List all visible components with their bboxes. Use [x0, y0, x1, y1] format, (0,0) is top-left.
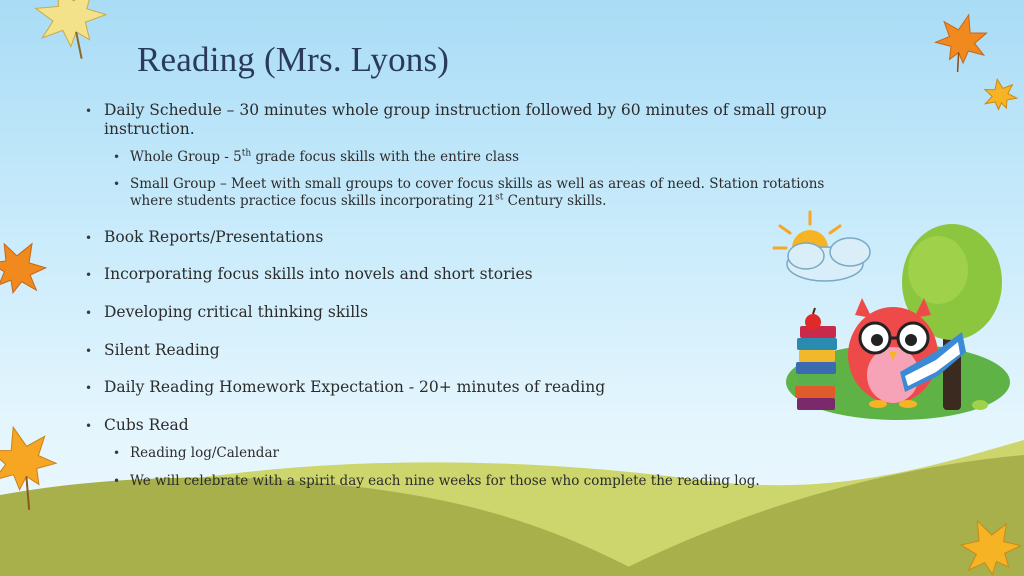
- bullet-marker: •: [85, 344, 93, 358]
- sub-list-item: We will celebrate with a spirit day each nine weeks for those who complete the reading log.: [130, 473, 760, 489]
- sub-list-item: Reading log/Calendar: [130, 445, 279, 461]
- bullet-marker: •: [85, 381, 93, 395]
- list-item: Daily Reading Homework Expectation - 20+ minutes of reading: [104, 378, 606, 396]
- sub-item-text: Century skills.: [503, 193, 607, 209]
- sub-bullet-marker: •: [113, 446, 121, 460]
- list-item: Developing critical thinking skills: [104, 303, 369, 321]
- sub-item-text: Whole Group - 5: [130, 149, 242, 165]
- list-item-continuation: instruction.: [104, 120, 195, 138]
- list-item: Book Reports/Presentations: [104, 228, 324, 246]
- bullet-marker: •: [85, 419, 93, 433]
- list-item: Silent Reading: [104, 341, 220, 359]
- list-item: Incorporating focus skills into novels and short stories: [104, 265, 533, 283]
- sub-item-text: grade focus skills with the entire class: [251, 149, 520, 165]
- list-item: Daily Schedule – 30 minutes whole group instruction followed by 60 minutes of small group: [104, 101, 827, 119]
- sub-list-item: [130, 149, 519, 165]
- bullet-marker: •: [85, 231, 93, 245]
- bullet-marker: •: [85, 306, 93, 320]
- page-title: Reading (Mrs. Lyons): [137, 40, 450, 79]
- bullet-marker: •: [85, 268, 93, 282]
- sub-item-sup: th: [241, 148, 252, 159]
- sub-bullet-marker: •: [113, 150, 121, 164]
- sub-list-item: Small Group – Meet with small groups to cover focus skills as well as areas of need. Station rotations: [130, 176, 825, 192]
- sub-bullet-marker: •: [113, 474, 121, 488]
- sub-bullet-marker: •: [113, 177, 121, 191]
- list-item: Cubs Read: [104, 416, 189, 434]
- sub-list-item-continuation: [130, 193, 606, 209]
- sub-item-sup: st: [495, 192, 504, 203]
- bullet-marker: •: [85, 104, 93, 118]
- sub-item-text: where students practice focus skills incorporating 21: [130, 193, 496, 209]
